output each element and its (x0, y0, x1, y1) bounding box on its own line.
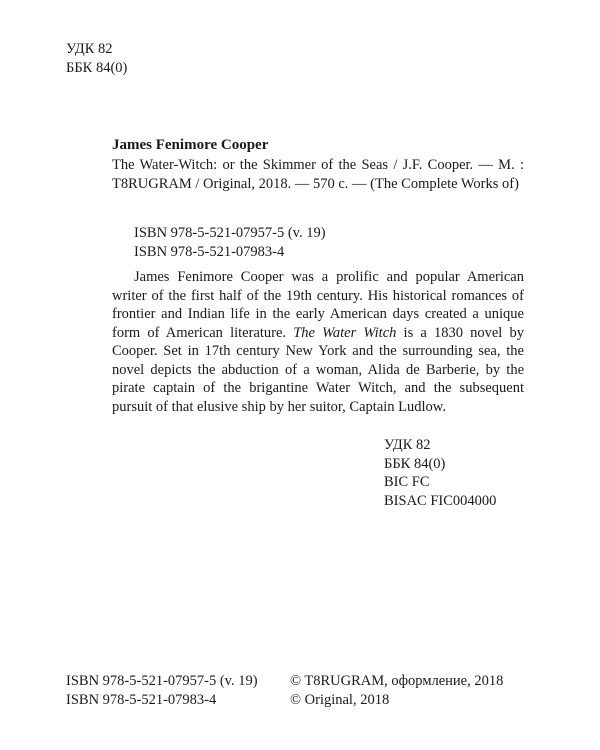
bisac-code: BISAC FIC004000 (384, 492, 497, 509)
abstract-rest: is a 1830 novel by Cooper. Set in 17th century New York and the surrounding sea, the novel depicts the abduction of a woman, Alida de Barberie, by the pirate captain of the brigantine Water Witch, and the subsequent pursuit of that elusive ship by her suitor, Captain Ludlow. (112, 324, 524, 415)
book-abstract (112, 268, 524, 416)
catalog-entry (112, 136, 524, 193)
isbn-volume: ISBN 978-5-521-07957-5 (v. 19) (134, 225, 326, 241)
copyright-original: © Original, 2018 (290, 691, 390, 708)
footer-isbn-series: ISBN 978-5-521-07983-4 (66, 691, 217, 708)
bbk-code-right: ББК 84(0) (384, 455, 446, 472)
isbn-series: ISBN 978-5-521-07983-4 (134, 243, 285, 260)
classification-codes-right (384, 436, 496, 510)
bic-code: BIC FC (384, 474, 430, 490)
footer-copyright (290, 672, 503, 709)
classification-codes-top (66, 40, 127, 77)
footer-isbn-volume: ISBN 978-5-521-07957-5 (v. 19) (66, 673, 258, 689)
abstract-intro: James Fenimore Cooper was a prolific and popular American writer of the first half of the 19th century. His historical romances of frontier and Indian life in the early American days created a unique form of American literature. (112, 269, 524, 341)
bibliographic-description: The Water-Witch: or the Skimmer of the Seas / J.F. Cooper. — M. : T8RUGRAM / Original, 2018. — 570 с. — (The Complete Works of) (112, 157, 524, 192)
abstract-book-title: The Water Witch (293, 324, 397, 341)
footer-isbn (66, 672, 258, 709)
bbk-code: ББК 84(0) (66, 59, 128, 76)
copyright-design: © T8RUGRAM, оформление, 2018 (290, 673, 504, 689)
udk-code: УДК 82 (66, 41, 113, 57)
udk-code-right: УДК 82 (384, 437, 431, 453)
isbn-block (134, 224, 326, 261)
author-heading: James Fenimore Cooper (112, 137, 269, 153)
